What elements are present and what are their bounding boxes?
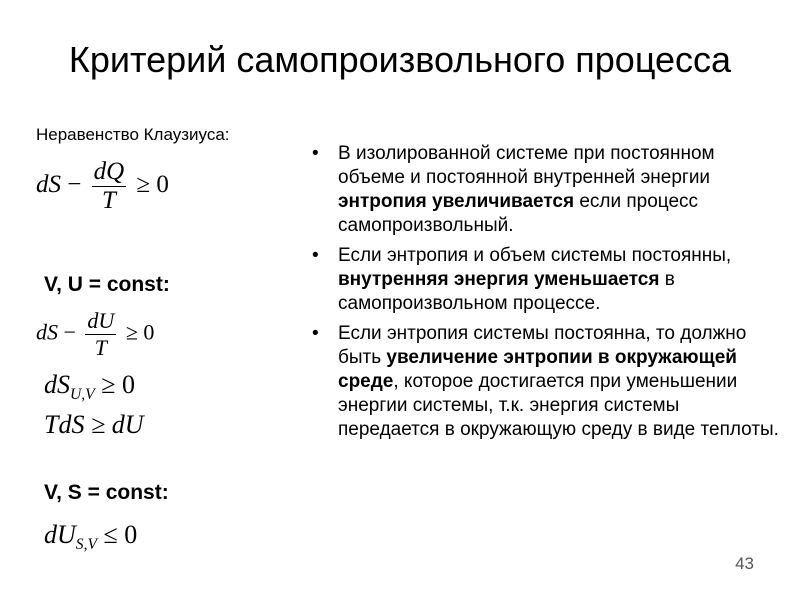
eq-tds-du (44, 410, 144, 440)
eq5-relation: ≤ 0 (103, 520, 138, 549)
eq1-lhs: dS (36, 171, 61, 199)
bullet-emphasis: увеличение энтропии в окружающей среде (338, 347, 737, 392)
slide-title: Критерий самопроизвольного процесса (68, 39, 732, 80)
eq4-text: TdS ≥ dU (44, 410, 144, 439)
eq2-denominator: T (85, 334, 116, 361)
eq3-base: dS (44, 370, 70, 399)
eq2-lhs: dS (36, 319, 58, 345)
bullet-emphasis: внутренняя энергия уменьшается (338, 269, 660, 290)
eq2-numerator: dU (87, 308, 115, 333)
bullet-text: Если энтропия и объем системы постоянны, (338, 245, 732, 266)
eq3-relation: ≥ 0 (101, 370, 135, 399)
bullet-emphasis: энтропия увеличивается (338, 191, 575, 212)
bullet-marker: • (312, 143, 319, 164)
eq-du-sv (44, 520, 137, 554)
eq2-relation: ≥ 0 (125, 319, 155, 345)
eq1-minus: − (67, 171, 82, 199)
page-number: 43 (735, 554, 754, 573)
eq5-subscript: S,V (75, 536, 98, 553)
bullet-text: Если энтропия системы постоянна, то должно быть (338, 323, 747, 368)
bullet-text: В изолированной системе при постоянном объеме и постоянной внутренней энергии (338, 143, 715, 188)
condition-vu-const: V, U = const: (44, 273, 170, 296)
bullet-item (310, 322, 782, 442)
eq1-fraction (92, 158, 127, 215)
eq2-fraction (85, 308, 116, 361)
bullet-list (310, 142, 782, 448)
eq5-base: dU (44, 520, 76, 549)
eq1-numerator: dQ (93, 158, 125, 185)
bullet-item (310, 142, 782, 238)
bullet-marker: • (312, 323, 319, 344)
eq3-subscript: U,V (70, 386, 95, 403)
clausius-label: Неравенство Клаузиуса: (36, 125, 230, 144)
eq-du-over-t (36, 308, 154, 361)
bullet-text: если процесс самопроизвольный. (338, 191, 699, 236)
condition-vs-const: V, S = const: (44, 481, 169, 504)
eq1-denominator: T (92, 186, 127, 215)
bullet-text: в самопроизвольном процессе. (338, 269, 675, 314)
bullet-item (310, 244, 782, 316)
eq2-minus: − (63, 319, 76, 345)
bullet-text: , которое достигается при уменьшении энергии системы, т.к. энергия системы передается в окружающую среду в виде теплоты. (338, 371, 779, 440)
eq1-relation: ≥ 0 (136, 171, 169, 199)
clausius-inequality (36, 158, 169, 215)
bullet-marker: • (312, 245, 319, 266)
eq-ds-uv (44, 370, 135, 404)
